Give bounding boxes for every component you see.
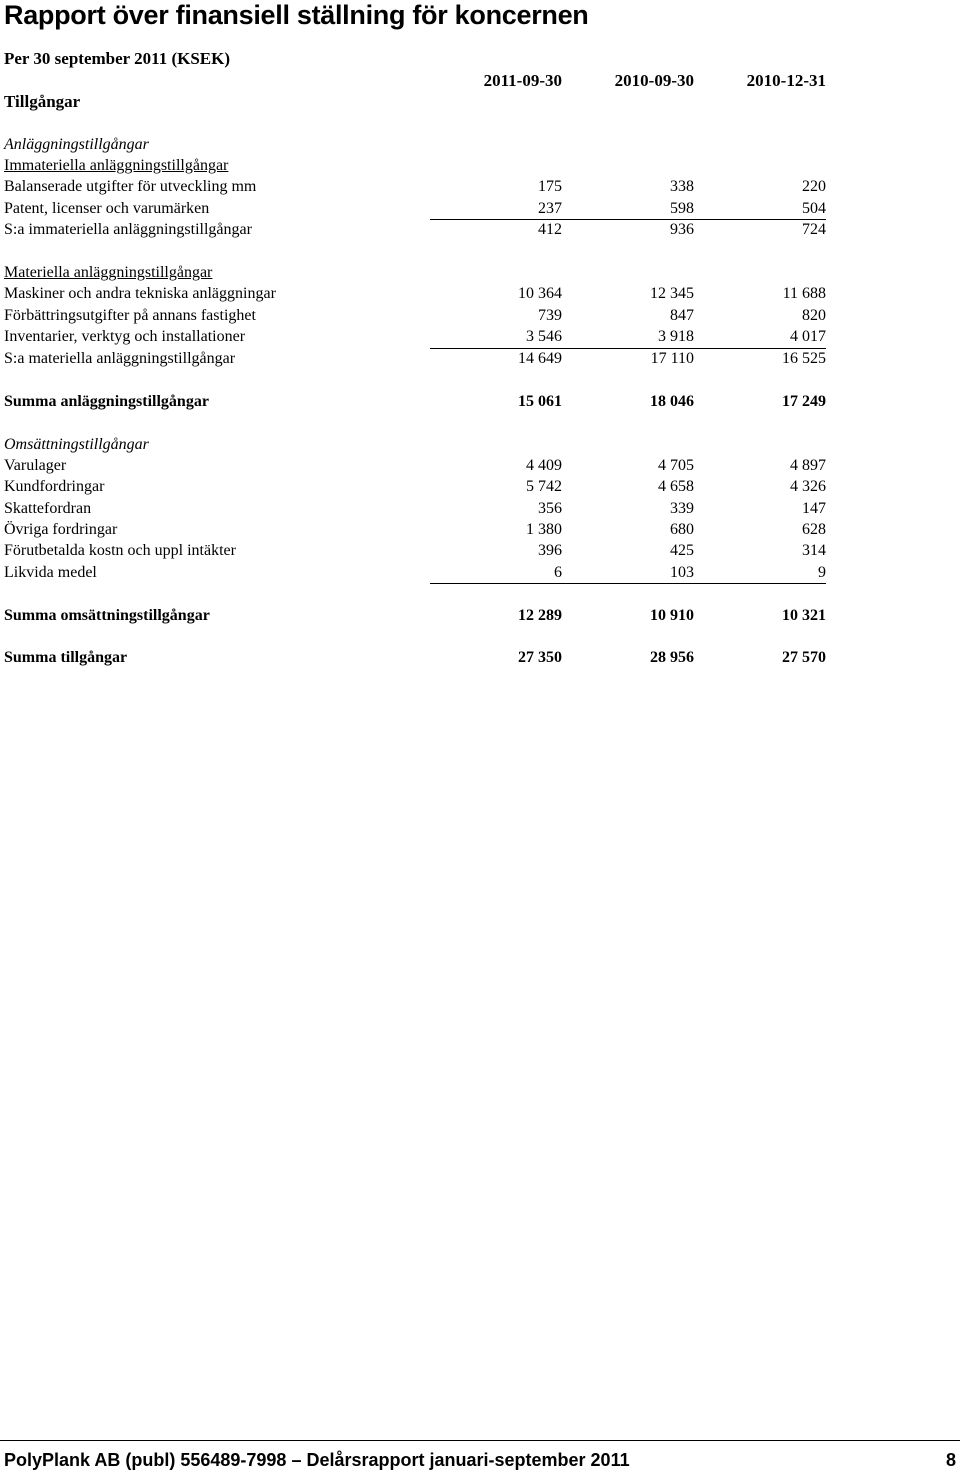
row-value: 680 [670, 521, 694, 538]
row-label: Förutbetalda kostn och uppl intäkter [4, 542, 236, 559]
table-row [0, 198, 960, 219]
table-row [0, 348, 960, 369]
row-value: 396 [538, 542, 562, 559]
column-header-2010-09-30: 2010-09-30 [614, 71, 694, 90]
footer-divider [0, 1440, 960, 1441]
table-group-heading [0, 155, 960, 176]
row-value: 598 [670, 200, 694, 217]
table-group-heading [0, 434, 960, 455]
row-label: Summa omsättningstillgångar [4, 607, 210, 624]
row-value: 9 [818, 564, 826, 581]
row-value: 739 [538, 307, 562, 324]
row-value: 175 [538, 178, 562, 195]
table-row [0, 498, 960, 519]
report-subtitle: Per 30 september 2011 (KSEK) [4, 49, 231, 68]
row-value: 338 [670, 178, 694, 195]
row-value: 103 [670, 564, 694, 581]
report-title: Rapport över finansiell ställning för koncernen [4, 0, 589, 30]
page-number: 8 [945, 1450, 956, 1470]
row-value: 4 017 [790, 328, 826, 345]
row-value: 4 705 [658, 457, 694, 474]
row-value: 628 [802, 521, 826, 538]
table-row [0, 326, 960, 347]
row-label: Förbättringsutgifter på annans fastighet [4, 307, 256, 324]
row-value: 425 [670, 542, 694, 559]
row-value: 27 570 [782, 649, 826, 666]
row-value: 27 350 [518, 649, 562, 666]
row-value: 237 [538, 200, 562, 217]
table-row [0, 562, 960, 583]
row-value: 412 [538, 221, 562, 238]
table-row [0, 540, 960, 561]
row-value: 10 321 [782, 607, 826, 624]
row-value: 339 [670, 500, 694, 517]
row-value: 3 546 [526, 328, 562, 345]
row-value: 936 [670, 221, 694, 238]
table-row [0, 219, 960, 240]
row-label: Materiella anläggningstillgångar [4, 264, 213, 281]
row-value: 17 110 [650, 350, 694, 367]
row-value: 6 [554, 564, 562, 581]
row-value: 220 [802, 178, 826, 195]
row-value: 5 742 [526, 478, 562, 495]
table-row [0, 305, 960, 326]
table-group-heading [0, 262, 960, 283]
row-value: 16 525 [782, 350, 826, 367]
row-value: 10 364 [518, 285, 562, 302]
row-value: 14 649 [518, 350, 562, 367]
row-value: 3 918 [658, 328, 694, 345]
row-value: 314 [802, 542, 826, 559]
row-value: 12 289 [518, 607, 562, 624]
row-value: 4 326 [790, 478, 826, 495]
row-label: Kundfordringar [4, 478, 105, 495]
row-label: S:a materiella anläggningstillgångar [4, 350, 236, 367]
row-value: 4 409 [526, 457, 562, 474]
row-value: 10 910 [650, 607, 694, 624]
row-value: 18 046 [650, 393, 694, 410]
row-label: Maskiner och andra tekniska anläggningar [4, 285, 276, 302]
row-label: Inventarier, verktyg och installationer [4, 328, 246, 345]
table-total-row [0, 647, 960, 668]
row-value: 504 [802, 200, 826, 217]
table-row [0, 176, 960, 197]
row-label: Likvida medel [4, 564, 97, 581]
table-row [0, 283, 960, 304]
row-value: 17 249 [782, 393, 826, 410]
row-value: 147 [802, 500, 826, 517]
sum-rule [430, 583, 826, 584]
footer-text: PolyPlank AB (publ) 556489-7998 – Delårsrapport januari-september 2011 [4, 1450, 630, 1470]
row-value: 820 [802, 307, 826, 324]
row-label: Övriga fordringar [4, 521, 118, 538]
row-value: 1 380 [526, 521, 562, 538]
sum-rule [430, 348, 826, 349]
row-label: Varulager [4, 457, 67, 474]
row-label: Balanserade utgifter för utveckling mm [4, 178, 257, 195]
row-label: Omsättningstillgångar [4, 436, 149, 453]
row-label: Anläggningstillgångar [4, 136, 149, 153]
row-value: 15 061 [518, 393, 562, 410]
row-label: Immateriella anläggningstillgångar [4, 157, 229, 174]
row-value: 4 658 [658, 478, 694, 495]
table-row [0, 455, 960, 476]
row-value: 28 956 [650, 649, 694, 666]
table-row [0, 476, 960, 497]
row-value: 4 897 [790, 457, 826, 474]
row-label: S:a immateriella anläggningstillgångar [4, 221, 252, 238]
table-group-heading [0, 134, 960, 155]
column-header-2011-09-30: 2011-09-30 [483, 71, 562, 90]
row-label: Summa anläggningstillgångar [4, 393, 209, 410]
table-total-row [0, 605, 960, 626]
row-value: 847 [670, 307, 694, 324]
section-heading: Tillgångar [4, 92, 81, 111]
row-value: 11 688 [782, 285, 826, 302]
sum-rule [430, 219, 826, 220]
row-label: Skattefordran [4, 500, 92, 517]
row-label: Patent, licenser och varumärken [4, 200, 210, 217]
column-header-2010-12-31: 2010-12-31 [746, 71, 826, 90]
row-label: Summa tillgångar [4, 649, 128, 666]
table-total-row [0, 391, 960, 412]
row-value: 724 [802, 221, 826, 238]
row-value: 356 [538, 500, 562, 517]
table-row [0, 519, 960, 540]
row-value: 12 345 [650, 285, 694, 302]
